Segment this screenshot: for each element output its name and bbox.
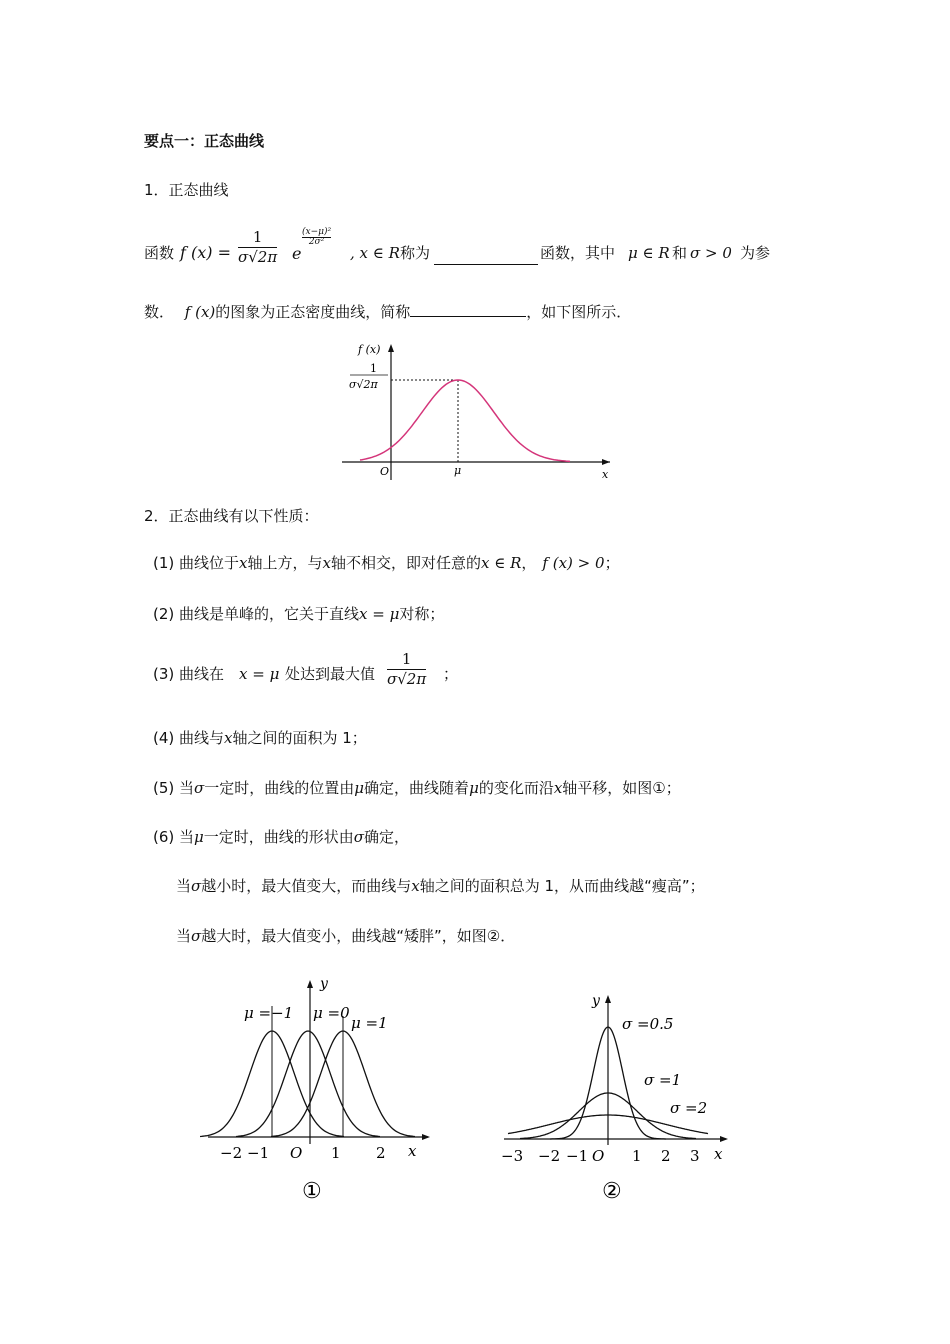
def-line-2: 数． f (x)的图象为正态密度曲线，简称 ，如下图所示． bbox=[144, 303, 632, 321]
func-label: 函数 bbox=[144, 244, 175, 262]
figB-tick-3: 3 bbox=[690, 1147, 700, 1165]
figA-tick-1: 1 bbox=[331, 1144, 341, 1162]
figB-label-sigma-05: σ =0.5 bbox=[622, 1015, 674, 1033]
sigma-positive: σ > 0 bbox=[690, 244, 732, 262]
figA-caption: ① bbox=[302, 1179, 322, 1204]
figB-caption: ② bbox=[602, 1179, 622, 1204]
fig1-y-label: f (x) bbox=[358, 343, 381, 356]
e-symbol: e bbox=[292, 244, 302, 263]
f-of-x-2: f (x) bbox=[184, 303, 216, 321]
figA-label-mu-1: μ =1 bbox=[351, 1014, 388, 1032]
blank-2 bbox=[410, 315, 526, 317]
figure-mu-shift bbox=[200, 972, 440, 1207]
figB-tick-2: 2 bbox=[661, 1147, 671, 1165]
figA-tick-2: 2 bbox=[376, 1144, 386, 1162]
fig1-peak-den: σ√2π bbox=[349, 378, 378, 391]
normalizing-fraction: $\frac{1}{\sigma√2\pi}$ bbox=[238, 228, 278, 266]
exponent: (x−μ)² 2σ² bbox=[302, 227, 332, 247]
called-text: 称为 bbox=[400, 244, 431, 262]
figA-curve-mu-0 bbox=[236, 1031, 380, 1137]
property-4: (4) 曲线与x轴之间的面积为 1； bbox=[153, 729, 367, 747]
fig1-origin: O bbox=[380, 465, 390, 478]
figA-tick-neg1: −1 bbox=[247, 1144, 270, 1162]
property-6-line-3: 当σ越大时，最大值变小，曲线越“矮胖”，如图②． bbox=[176, 927, 516, 945]
fig1-x-label: x bbox=[602, 468, 609, 481]
and-text: 和 bbox=[672, 244, 688, 262]
figB-label-sigma-1: σ =1 bbox=[644, 1071, 682, 1089]
figA-origin: O bbox=[290, 1144, 303, 1162]
figB-tick-neg1: −1 bbox=[566, 1147, 589, 1165]
figB-tick-neg2: −2 bbox=[538, 1147, 561, 1165]
figB-y-label: y bbox=[592, 993, 600, 1009]
section-2-title: 2．正态曲线有以下性质： bbox=[144, 507, 319, 525]
figA-y-label: y bbox=[320, 976, 328, 992]
max-value-fraction: $\frac{1}{\sigma√2\pi}$ bbox=[387, 650, 427, 688]
fig1-peak-num: 1 bbox=[370, 362, 377, 375]
fig1-mu: μ bbox=[454, 464, 462, 477]
property-6: (6) 当μ一定时，曲线的形状由σ确定， bbox=[153, 828, 410, 846]
figB-x-label: x bbox=[714, 1145, 723, 1163]
figA-x-label: x bbox=[408, 1142, 417, 1160]
figB-tick-1: 1 bbox=[632, 1147, 642, 1165]
figA-label-mu-neg1: μ =−1 bbox=[244, 1004, 294, 1022]
section-1-title: 1．正态曲线 bbox=[144, 181, 229, 199]
mu-in-r: μ ∈ R bbox=[628, 244, 670, 262]
section-heading: 要点一：正态曲线 bbox=[144, 132, 265, 150]
property-6-line-2: 当σ越小时，最大值变大，而曲线与x轴之间的面积总为 1，从而曲线越“瘦高”； bbox=[176, 877, 705, 895]
figA-tick-neg2: −2 bbox=[220, 1144, 243, 1162]
normal-curve-figure bbox=[338, 340, 618, 482]
after-blank1: 函数，其中 bbox=[540, 244, 616, 262]
property-5: (5) 当σ一定时，曲线的位置由μ确定，曲线随着μ的变化而沿x轴平移，如图①； bbox=[153, 779, 681, 797]
f-of-x: f (x) = bbox=[180, 243, 232, 262]
blank-1 bbox=[434, 263, 538, 265]
figB-tick-neg3: −3 bbox=[501, 1147, 524, 1165]
params-a: 为参 bbox=[740, 244, 771, 262]
figA-label-mu-0: μ =0 bbox=[313, 1004, 350, 1022]
figB-origin: O bbox=[592, 1147, 605, 1165]
x-in-r: , x ∈ R bbox=[350, 244, 400, 262]
figure-sigma-shape bbox=[496, 985, 736, 1210]
property-1: (1) 曲线位于x轴上方，与x轴不相交，即对任意的x ∈ R， f (x) > 0； bbox=[153, 554, 620, 572]
property-2: (2) 曲线是单峰的，它关于直线x = μ对称； bbox=[153, 605, 445, 623]
figB-label-sigma-2: σ =2 bbox=[670, 1099, 708, 1117]
